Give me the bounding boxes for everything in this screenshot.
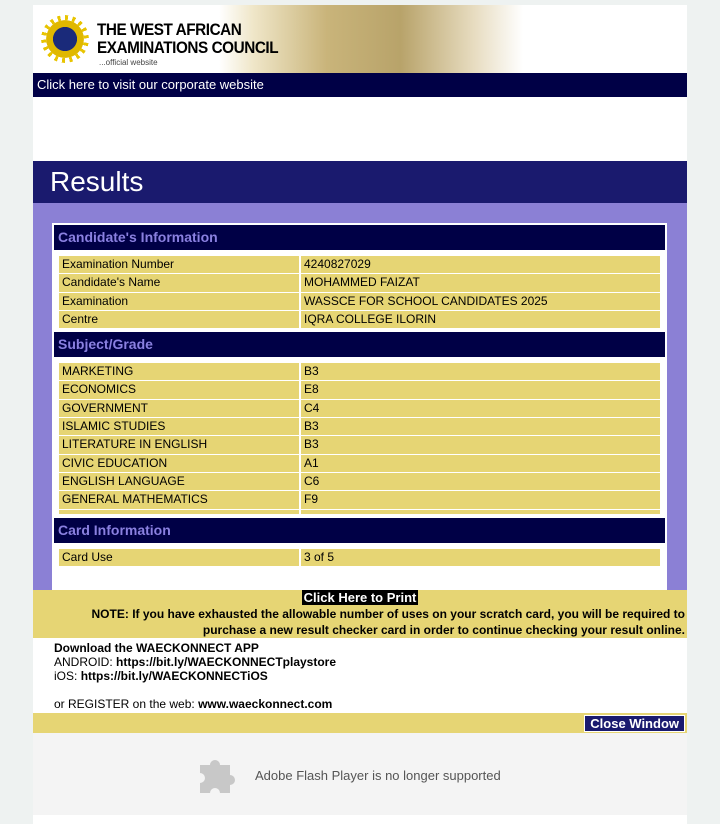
note-bar bbox=[33, 590, 687, 638]
subject-grade-heading: Subject/Grade bbox=[54, 332, 665, 357]
results-box bbox=[52, 223, 667, 590]
table-row bbox=[59, 311, 660, 329]
row-label: GOVERNMENT bbox=[59, 400, 299, 417]
row-label: Examination Number bbox=[59, 256, 299, 273]
app-title: Download the WAECKONNECT APP bbox=[54, 641, 259, 655]
row-value: B3 bbox=[301, 418, 660, 435]
row-value: MOHAMMED FAIZAT bbox=[301, 274, 660, 291]
row-value: WASSCE FOR SCHOOL CANDIDATES 2025 bbox=[301, 293, 660, 310]
row-label: ISLAMIC STUDIES bbox=[59, 418, 299, 435]
row-value: IQRA COLLEGE ILORIN bbox=[301, 311, 660, 328]
table-row bbox=[59, 381, 660, 399]
row-label: Card Use bbox=[59, 549, 299, 566]
note-line2: purchase a new result checker card in order to continue checking your result online. bbox=[202, 623, 685, 637]
table-row bbox=[59, 549, 660, 567]
card-info-table bbox=[54, 549, 665, 567]
row-label: Centre bbox=[59, 311, 299, 328]
row-label: CIVIC EDUCATION bbox=[59, 455, 299, 472]
flash-placeholder bbox=[33, 733, 687, 815]
row-value: E8 bbox=[301, 381, 660, 398]
corporate-website-link[interactable]: Click here to visit our corporate website bbox=[33, 73, 687, 97]
row-label: Candidate's Name bbox=[59, 274, 299, 291]
plugin-puzzle-icon bbox=[196, 751, 240, 795]
logo-subtitle: ...official website bbox=[99, 58, 158, 67]
register-label: or REGISTER on the web: bbox=[54, 697, 195, 711]
table-row bbox=[59, 274, 660, 292]
table-row bbox=[59, 256, 660, 274]
table-row bbox=[59, 400, 660, 418]
row-value bbox=[301, 510, 660, 514]
table-row bbox=[59, 418, 660, 436]
row-label: ECONOMICS bbox=[59, 381, 299, 398]
row-value: B3 bbox=[301, 363, 660, 380]
row-value: 4240827029 bbox=[301, 256, 660, 273]
android-label: ANDROID: bbox=[54, 655, 113, 669]
logo-title bbox=[97, 21, 278, 57]
row-value: F9 bbox=[301, 491, 660, 508]
waec-banner bbox=[33, 5, 523, 73]
android-link[interactable]: https://bit.ly/WAECKONNECTplaystore bbox=[116, 655, 337, 669]
ios-label: iOS: bbox=[54, 669, 78, 683]
row-label bbox=[59, 510, 299, 514]
row-label: ENGLISH LANGUAGE bbox=[59, 473, 299, 490]
table-row bbox=[59, 363, 660, 381]
note-text bbox=[33, 606, 687, 638]
waec-seal-icon bbox=[41, 15, 89, 63]
row-value: C6 bbox=[301, 473, 660, 490]
card-info-heading: Card Information bbox=[54, 518, 665, 543]
logo-line2: EXAMINATIONS COUNCIL bbox=[97, 38, 279, 57]
flash-message: Adobe Flash Player is no longer supported bbox=[255, 768, 501, 783]
note-line1: If you have exhausted the allowable number of uses on your scratch card, you will be required to bbox=[132, 607, 685, 621]
table-row bbox=[59, 436, 660, 454]
row-value: 3 of 5 bbox=[301, 549, 660, 566]
row-label: GENERAL MATHEMATICS bbox=[59, 491, 299, 508]
app-info bbox=[54, 641, 336, 711]
row-label: Examination bbox=[59, 293, 299, 310]
table-row bbox=[59, 473, 660, 491]
page-title: Results bbox=[33, 161, 687, 203]
candidate-info-table bbox=[54, 256, 665, 329]
table-row bbox=[59, 455, 660, 473]
row-label: LITERATURE IN ENGLISH bbox=[59, 436, 299, 453]
results-panel bbox=[33, 203, 687, 590]
row-label: MARKETING bbox=[59, 363, 299, 380]
close-window-button[interactable]: Close Window bbox=[584, 715, 685, 732]
ios-link[interactable]: https://bit.ly/WAECKONNECTiOS bbox=[80, 669, 268, 683]
note-prefix: NOTE: bbox=[91, 607, 129, 621]
subject-grade-table bbox=[54, 363, 665, 514]
row-value: B3 bbox=[301, 436, 660, 453]
logo-line1: THE WEST AFRICAN bbox=[97, 20, 242, 39]
page bbox=[33, 5, 687, 824]
table-row bbox=[59, 491, 660, 509]
row-value: A1 bbox=[301, 455, 660, 472]
print-button[interactable]: Click Here to Print bbox=[303, 590, 417, 605]
close-bar bbox=[33, 713, 687, 733]
row-value: C4 bbox=[301, 400, 660, 417]
table-row bbox=[59, 293, 660, 311]
table-row-spacer bbox=[59, 510, 660, 515]
candidate-info-heading: Candidate's Information bbox=[54, 225, 665, 250]
register-link[interactable]: www.waeckonnect.com bbox=[198, 697, 333, 711]
